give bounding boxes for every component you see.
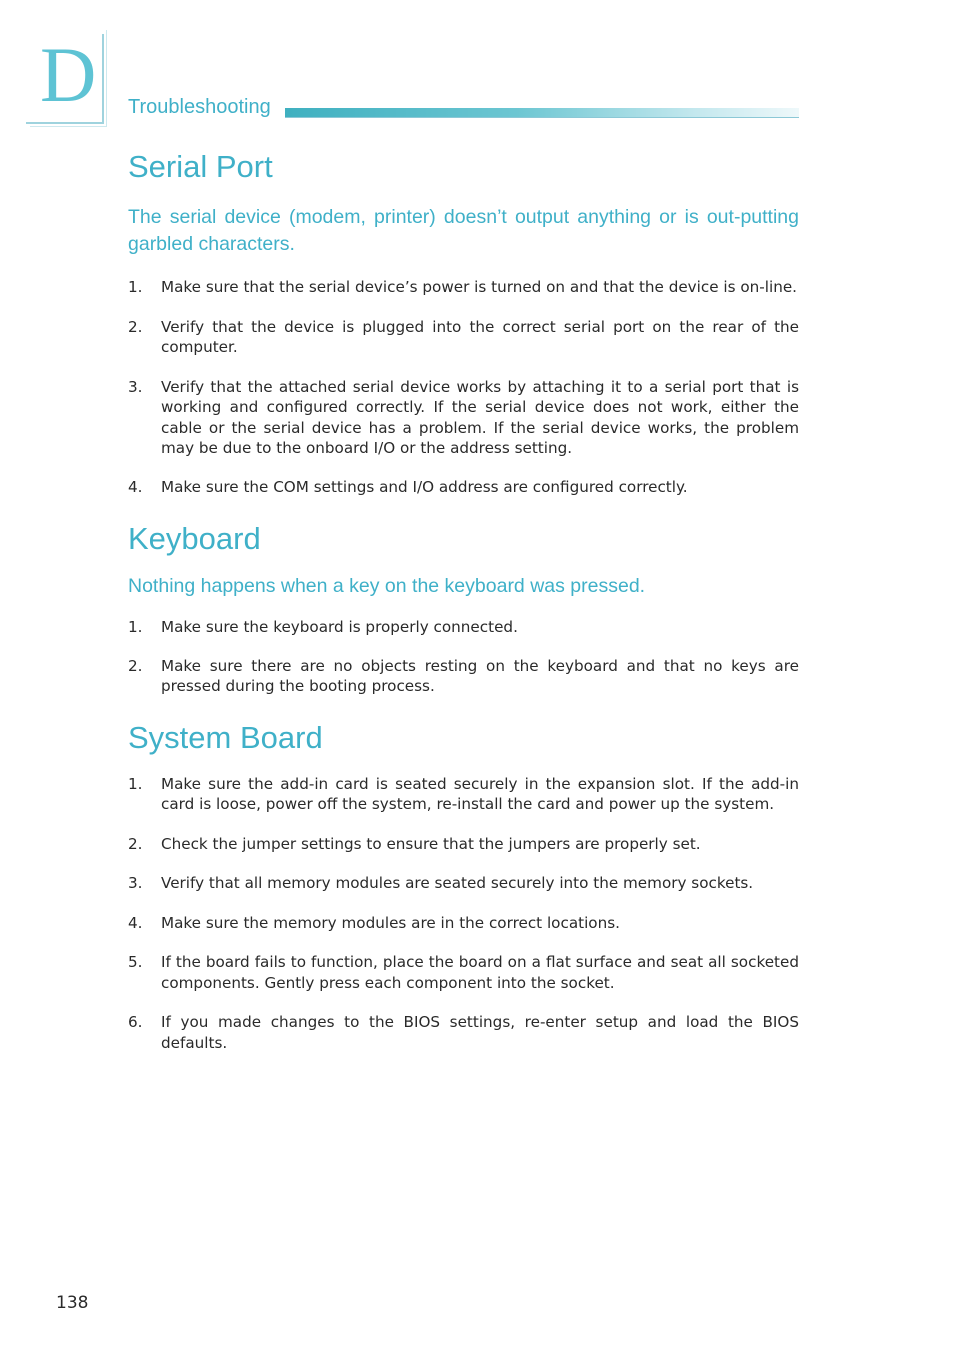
problem-statement: Nothing happens when a key on the keyboard was pressed. [128,575,646,597]
section-serial-port [128,142,799,497]
list-number: 1. [128,278,143,296]
list-number: 2. [128,656,143,675]
section-heading: Serial Port [128,149,273,184]
list-text: Make sure there are no objects resting on the keyboard and that no keys are pressed during the booting process. [161,656,799,695]
list-number: 1. [128,618,143,636]
problem-statement: The serial device (modem, printer) doesn’t output anything or is out-putting garbled characters. [128,206,799,255]
list-item [128,873,799,894]
list-text: Verify that all memory modules are seated securely into the memory sockets. [161,874,754,892]
page-number: 138 [56,1293,89,1313]
header-rule [285,117,799,118]
list-number: 5. [128,953,143,971]
list-item [128,617,799,638]
list-item [128,774,799,815]
list-text: If you made changes to the BIOS settings, re-enter setup and load the BIOS defaults. [161,1013,799,1052]
list-number: 1. [128,774,143,793]
chapter-title: Troubleshooting [128,96,271,118]
list-number: 3. [128,874,143,892]
list-item [128,277,799,298]
list-text: If the board fails to function, place the board on a flat surface and seat all socketed components. Gently press each component into the socket. [161,953,799,992]
chapter-letter: D [40,31,97,118]
steps-list [128,617,799,697]
list-number: 2. [128,317,143,336]
list-item [128,377,799,459]
list-number: 4. [128,477,143,496]
list-text: Check the jumper settings to ensure that the jumpers are properly set. [161,834,701,853]
list-number: 6. [128,1013,143,1031]
steps-list [128,277,799,497]
list-text: Verify that the attached serial device works by attaching it to a serial port that is working and configured correctly. If the serial device does not work, either the cable or the serial device has a problem. If the serial device works, the problem may be due to the onboard I/O or the address setting. [161,377,799,457]
list-item [128,656,799,697]
steps-list [128,774,799,1054]
section-heading: System Board [128,719,323,755]
list-item [128,834,799,855]
list-text: Make sure the memory modules are in the correct locations. [161,913,620,932]
list-text: Make sure the keyboard is properly connected. [161,618,518,636]
section-system-board [128,713,799,1054]
list-text: Verify that the device is plugged into the correct serial port on the rear of the computer. [161,317,799,356]
section-keyboard [128,514,799,697]
list-text: Make sure that the serial device’s power is turned on and that the device is on-line. [161,278,798,296]
section-heading: Keyboard [128,521,261,556]
list-item [128,477,799,498]
page-content [128,140,799,1053]
list-item [128,952,799,993]
list-number: 2. [128,834,143,853]
list-item [128,317,799,358]
list-text: Make sure the COM settings and I/O address are configured correctly. [161,477,688,496]
list-number: 4. [128,913,143,932]
list-item [128,913,799,934]
list-number: 3. [128,377,143,396]
list-text: Make sure the add-in card is seated securely in the expansion slot. If the add-in card is loose, power off the system, re-install the card and power up the system. [161,774,799,813]
list-item [128,1012,799,1053]
